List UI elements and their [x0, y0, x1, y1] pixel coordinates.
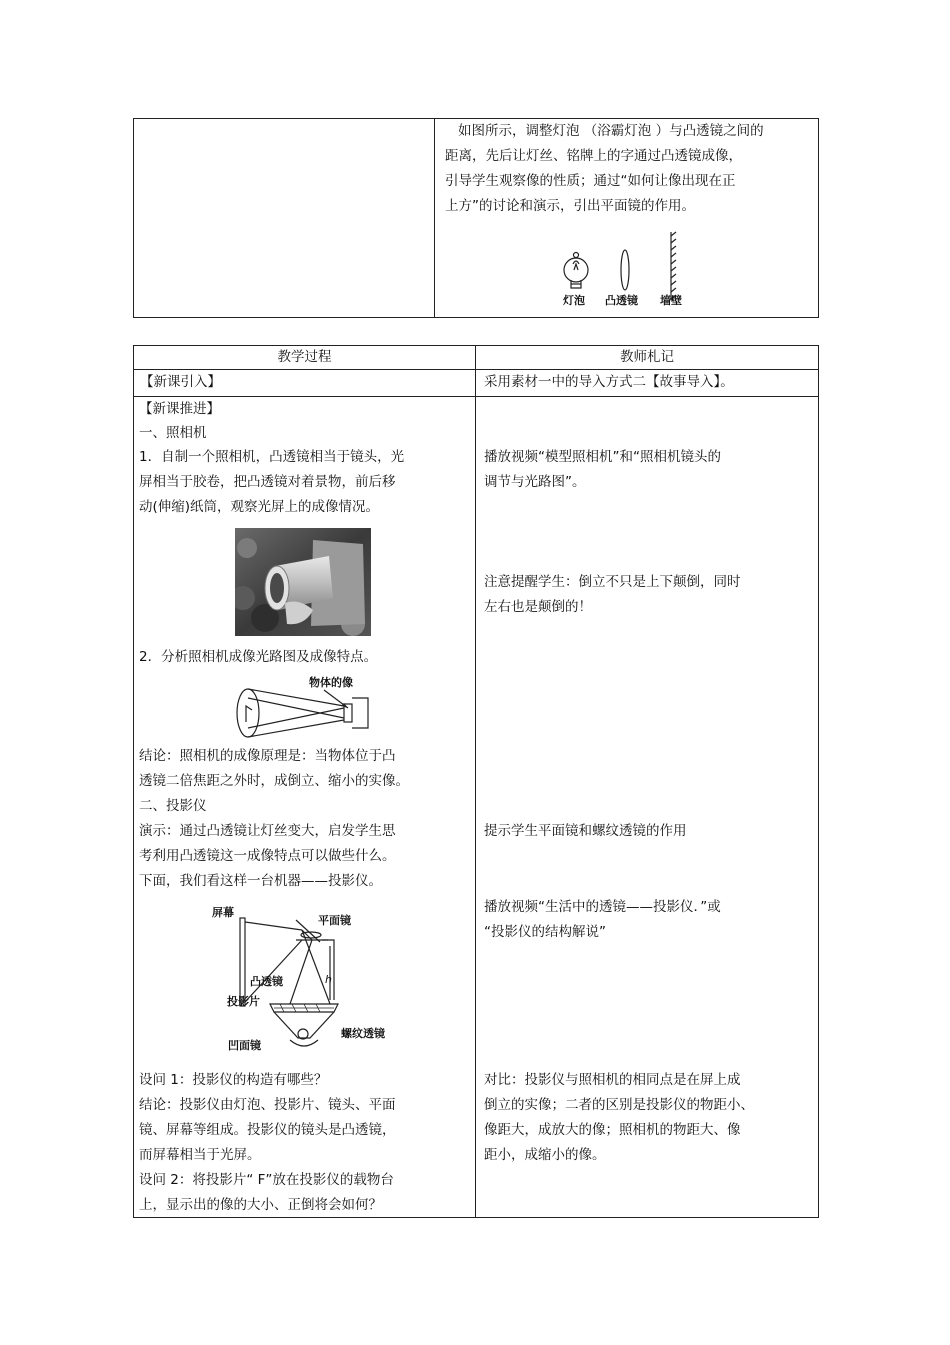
note3: 提示学生平面镜和螺纹透镜的作用 [484, 823, 687, 839]
note1-line2: 调节与光路图”。 [484, 474, 586, 490]
camera-step1-line1: 1．自制一个照相机，凸透镜相当于镜头，光 [139, 449, 405, 465]
projector-label-concave: 凹面镜 [228, 1039, 261, 1052]
intro-process-cell [134, 370, 476, 397]
projector-label-screen: 屏幕 [212, 906, 234, 919]
top-text-line-4: 上方”的讨论和演示，引出平面镜的作用。 [445, 198, 695, 214]
new-lesson-heading: 【新课推进】 [139, 401, 220, 417]
wall-shape [671, 232, 676, 300]
note4-line2: “投影仪的结构解说” [484, 924, 606, 940]
question1-line3: 镜、屏幕等组成。投影仪的镜头是凸透镜， [139, 1122, 396, 1138]
note5-line4: 距小，成缩小的像。 [484, 1147, 606, 1163]
camera-conclusion-line1: 结论：照相机的成像原理是：当物体位于凸 [139, 748, 396, 764]
note5-line3: 像距大，成放大的像；照相机的物距大、像 [484, 1122, 741, 1138]
intro-notes-text: 采用素材一中的导入方式二【故事导入】。 [484, 374, 734, 390]
header-notes-label: 教师札记 [620, 349, 674, 365]
projector-label-fresnel: 螺纹透镜 [341, 1027, 385, 1040]
camera-conclusion-line2: 透镜二倍焦距之外时，成倒立、缩小的实像。 [139, 773, 409, 789]
camera-step1-line3: 动(伸缩)纸筒，观察光屏上的成像情况。 [139, 499, 380, 515]
lens-shape [621, 250, 629, 290]
note5-line1: 对比：投影仪与照相机的相同点是在屏上成 [484, 1072, 741, 1088]
projector-label-mirror: 平面镜 [318, 914, 351, 927]
top-text-line-1: 如图所示，调整灯泡 （浴霸灯泡 ）与凸透镜之间的 [458, 123, 764, 139]
header-process [134, 346, 476, 370]
section-projector-title: 二、投影仪 [139, 798, 207, 814]
question1-line2: 结论：投影仪由灯泡、投影片、镜头、平面 [139, 1097, 396, 1113]
note2-line2: 左右也是颠倒的！ [484, 599, 592, 615]
projector-label-lens: 凸透镜 [250, 975, 283, 988]
camera-step2: 2．分析照相机成像光路图及成像特点。 [139, 649, 378, 665]
header-notes [476, 346, 819, 370]
top-left-cell [134, 119, 435, 318]
projector-label-slide: 投影片 [227, 995, 260, 1008]
homemade-camera-photo [235, 528, 371, 636]
top-text-line-2: 距离，先后让灯丝、铭牌上的字通过凸透镜成像， [445, 148, 742, 164]
intro-process-text: 【新课引入】 [140, 374, 221, 390]
note1-line1: 播放视频“模型照相机”和“照相机镜头的 [484, 449, 721, 465]
projector-demo-line1: 演示：通过凸透镜让灯丝变大，启发学生思 [139, 823, 396, 839]
figure-label-lens: 凸透镜 [605, 294, 638, 307]
note5-line2: 倒立的实像；二者的区别是投影仪的物距小、 [484, 1097, 754, 1113]
intro-notes-cell [476, 370, 819, 397]
projector-demo-line2: 考利用凸透镜这一成像特点可以做些什么。 [139, 848, 396, 864]
header-process-label: 教学过程 [277, 349, 332, 365]
note2-line1: 注意提醒学生：倒立不只是上下颠倒，同时 [484, 574, 741, 590]
question2-line1: 设问 2：将投影片“ F”放在投影仪的载物台 [139, 1172, 394, 1188]
question1-line1: 设问 1：投影仪的构造有哪些？ [139, 1072, 328, 1088]
question1-line4: 而屏幕相当于光屏。 [139, 1147, 261, 1163]
camera-ray-diagram [232, 676, 382, 740]
top-text-line-3: 引导学生观察像的性质；通过“如何让像出现在正 [445, 173, 736, 189]
question2-line2: 上，显示出的像的大小、正倒将会如何？ [139, 1197, 382, 1213]
figure-label-bulb: 灯泡 [563, 294, 585, 307]
note4-line1: 播放视频“生活中的透镜——投影仪．”或 [484, 899, 721, 915]
bulb-icon [564, 253, 588, 289]
figure-label-wall: 墙壁 [660, 294, 682, 307]
camera-image-label: 物体的像 [309, 676, 353, 689]
projector-demo-line3: 下面，我们看这样一台机器——投影仪。 [139, 873, 382, 889]
projector-label-h: h [325, 973, 332, 986]
section-camera-title: 一、照相机 [139, 425, 207, 441]
camera-step1-line2: 屏相当于胶卷，把凸透镜对着景物，前后移 [139, 474, 396, 490]
